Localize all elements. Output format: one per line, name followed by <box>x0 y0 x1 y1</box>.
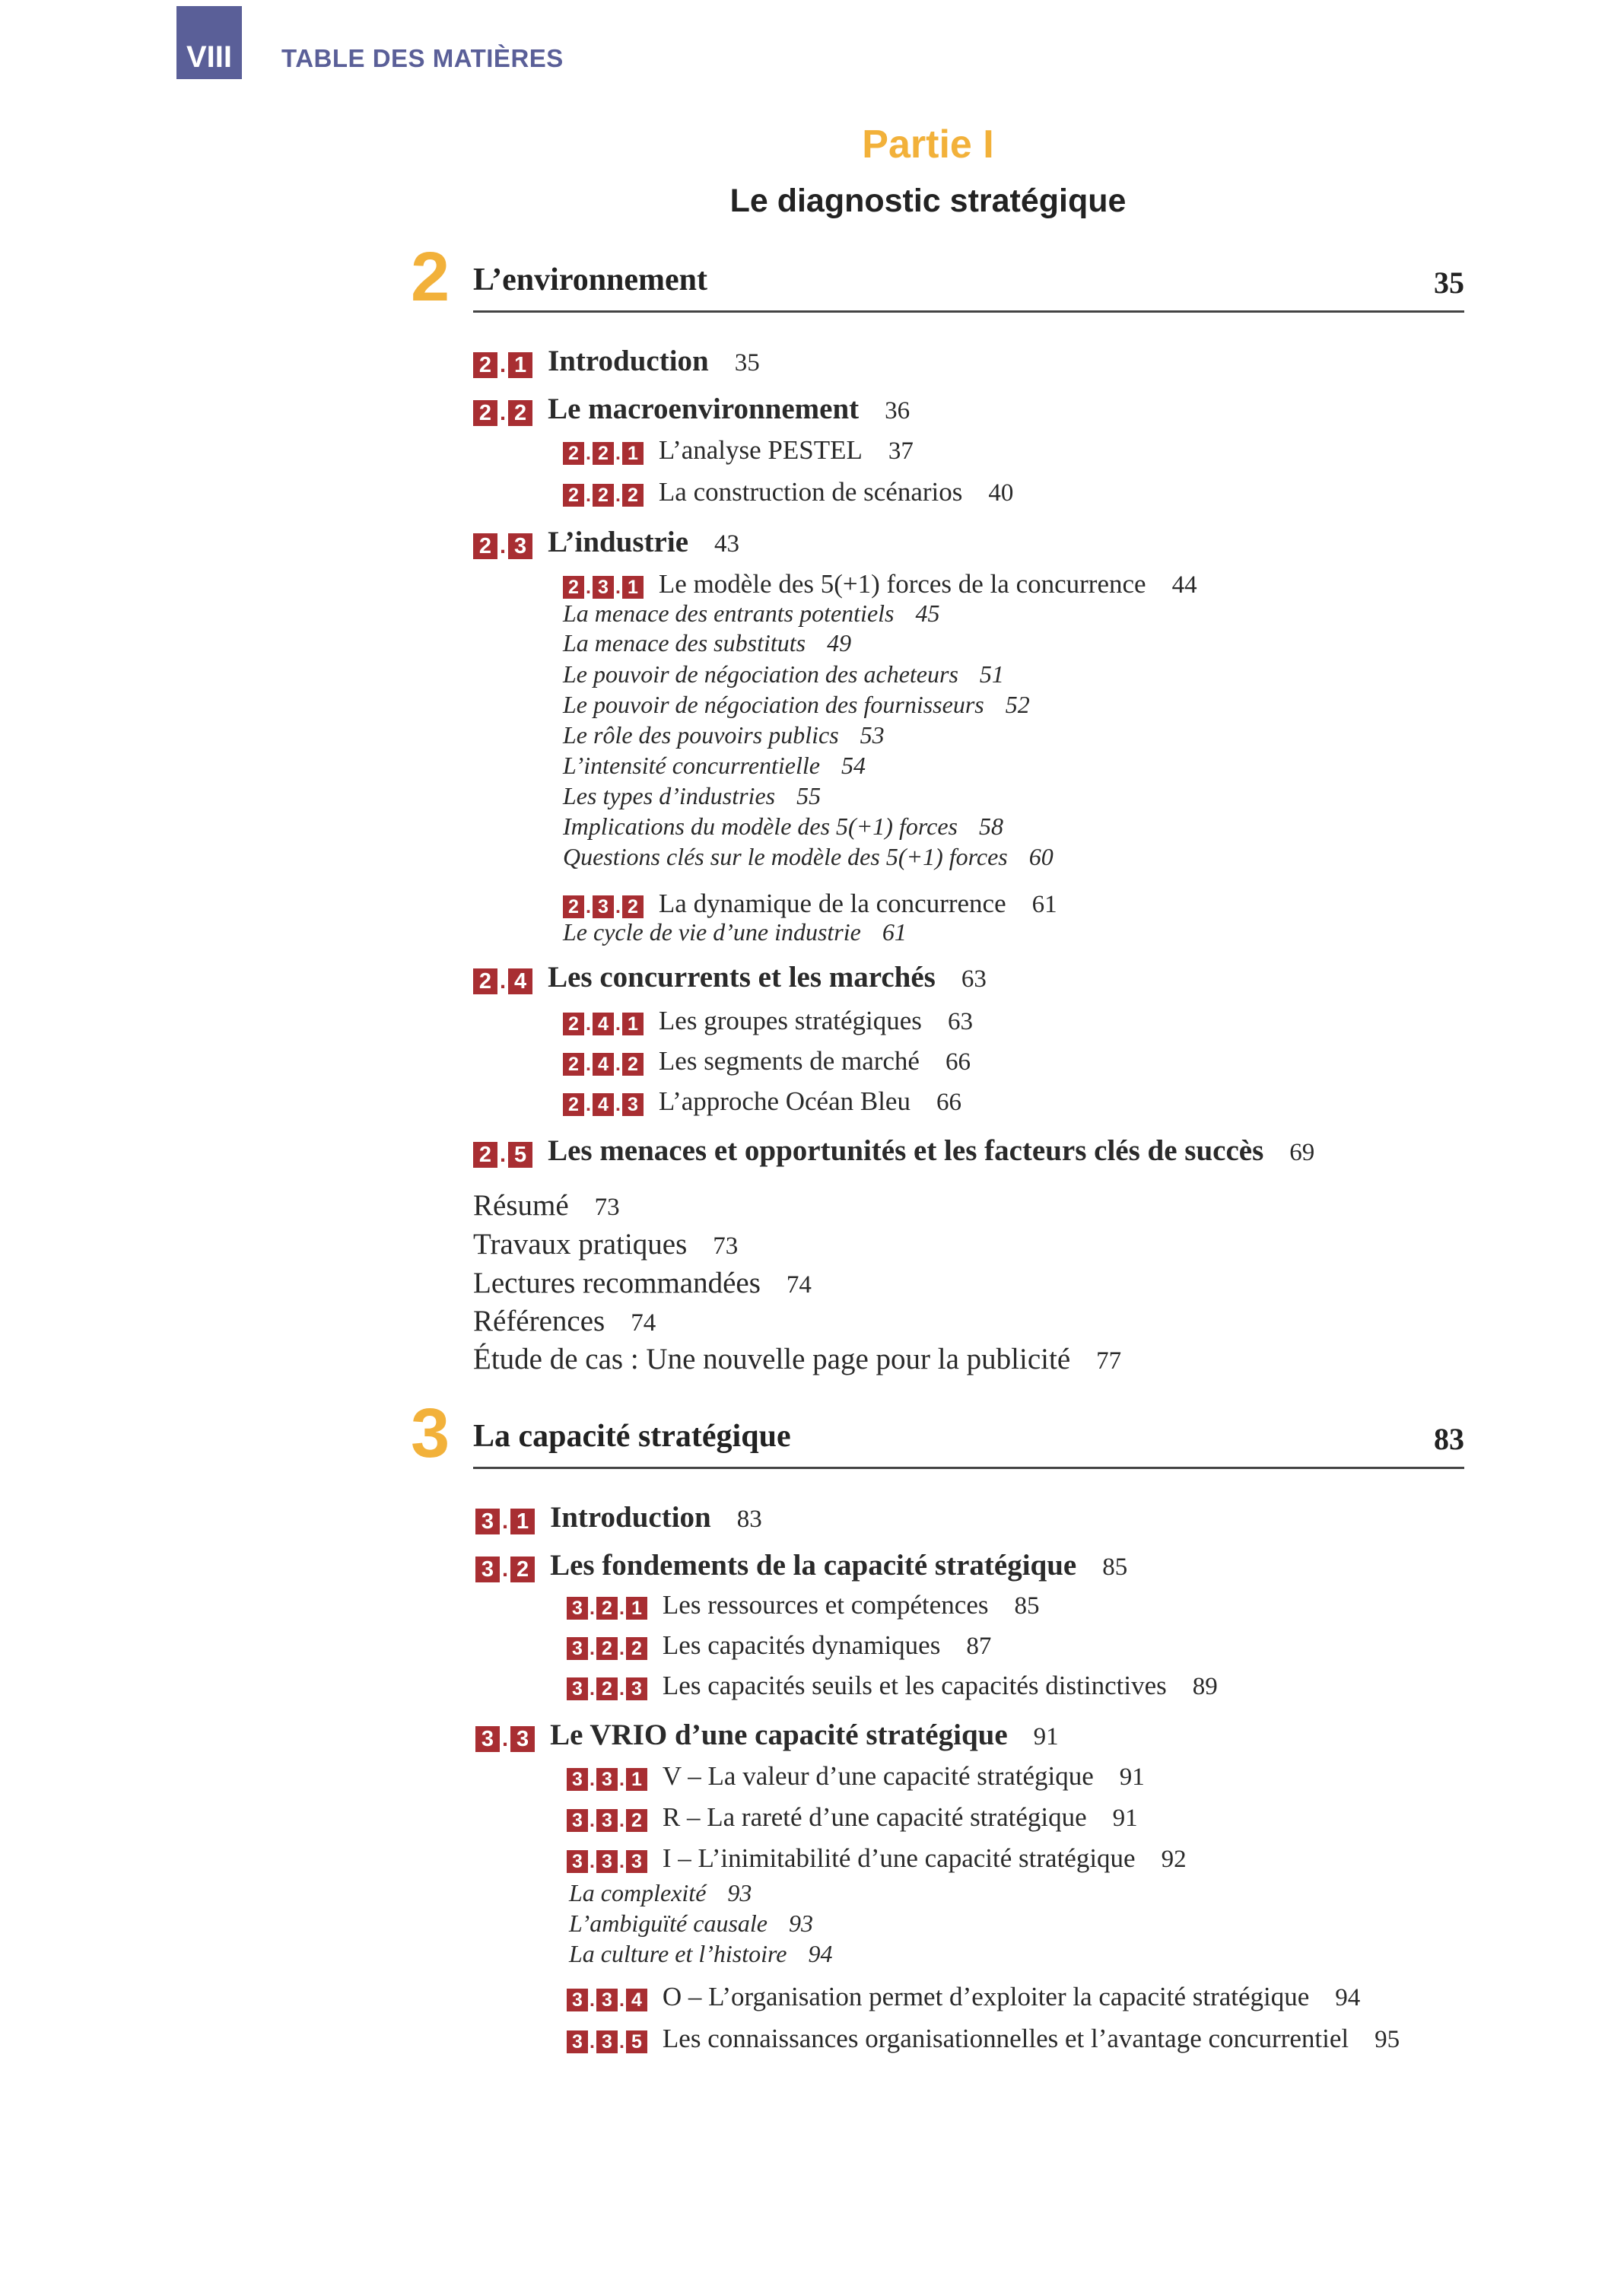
entry-title: Les menaces et opportunités et les facteurs clés de succès <box>548 1134 1264 1167</box>
section-number-dot: . <box>615 442 621 464</box>
toc-entry <box>563 599 939 628</box>
entry-page: 54 <box>841 752 866 779</box>
toc-back-matter-entry <box>473 1342 1121 1376</box>
toc-entry <box>567 2024 1400 2056</box>
toc-entry <box>563 889 1057 921</box>
entry-title: Le macroenvironnement <box>548 393 860 425</box>
toc-back-matter-entry <box>473 1266 812 1300</box>
entry-title: V – La valeur d’une capacité stratégique <box>662 1761 1094 1791</box>
toc-entry <box>563 569 1197 601</box>
section-number-badge: 2 <box>563 895 584 918</box>
toc-entry <box>567 1982 1360 2014</box>
toc-entry <box>569 1940 832 1968</box>
entry-title: R – La rareté d’une capacité stratégique <box>662 1802 1087 1832</box>
entry-title: La culture et l’histoire <box>569 1940 787 1967</box>
section-number-dot: . <box>586 895 591 917</box>
section-number-badge: 3 <box>593 576 614 599</box>
toc-entry <box>563 691 1030 719</box>
toc-entry <box>567 1802 1138 1834</box>
section-number-dot: . <box>618 1637 624 1659</box>
section-number-badge: 3 <box>567 1809 588 1832</box>
part-title: Le diagnostic stratégique <box>729 183 1127 219</box>
entry-title: O – L’organisation permet d’exploiter la capacité stratégique <box>662 1982 1310 2011</box>
section-number-dot: . <box>586 576 591 598</box>
entry-page: 74 <box>786 1271 812 1299</box>
section-number-badge: 1 <box>510 1509 535 1534</box>
section-number-badge: 5 <box>626 2030 647 2053</box>
section-number-badge: 3 <box>596 1768 618 1791</box>
section-number-dot: . <box>586 1013 591 1035</box>
running-header: TABLE DES MATIÈRES <box>281 44 564 72</box>
entry-page: 73 <box>594 1194 620 1221</box>
entry-page: 45 <box>915 599 940 627</box>
toc-entry <box>563 629 851 657</box>
section-number-badge: 1 <box>622 1013 644 1035</box>
chapter-title: L’environnement <box>473 262 708 297</box>
toc-entry <box>563 1086 961 1118</box>
entry-title: Les capacités dynamiques <box>662 1630 941 1660</box>
section-number-badge: 2 <box>563 576 584 599</box>
entry-page: 35 <box>734 349 760 377</box>
section-number-badge: 3 <box>567 1989 588 2011</box>
entry-page: 91 <box>1119 1763 1145 1791</box>
entry-title: Les connaissances organisationnelles et l’avantage concurrentiel <box>662 2024 1349 2053</box>
entry-page: 85 <box>1014 1592 1040 1620</box>
section-number-dot: . <box>615 1053 621 1075</box>
section-number-dot: . <box>590 1768 595 1790</box>
section-number-dot: . <box>586 442 591 464</box>
section-number-badge: 4 <box>593 1093 614 1116</box>
section-number-badge: 3 <box>596 2030 618 2053</box>
toc-entry <box>475 1718 1059 1754</box>
entry-title: Introduction <box>550 1501 711 1534</box>
section-number-badge: 2 <box>563 1053 584 1076</box>
section-number-dot: . <box>615 576 621 598</box>
section-number-badge: 2 <box>473 352 497 378</box>
section-number-dot: . <box>586 484 591 506</box>
section-number-dot: . <box>618 1809 624 1831</box>
toc-entry <box>473 392 910 428</box>
section-number-dot: . <box>590 1989 595 2011</box>
chapter-rule <box>473 1467 1464 1469</box>
toc-entry <box>563 843 1054 871</box>
entry-page: 63 <box>947 1008 973 1035</box>
section-number-badge: 1 <box>508 352 532 378</box>
toc-back-matter-entry <box>473 1188 620 1223</box>
entry-title: Implications du modèle des 5(+1) forces <box>563 812 958 840</box>
entry-page: 74 <box>631 1309 656 1337</box>
entry-title: Les capacités seuils et les capacités distinctives <box>662 1671 1167 1700</box>
entry-page: 61 <box>882 918 907 946</box>
entry-page: 85 <box>1102 1553 1128 1581</box>
entry-page: 77 <box>1096 1347 1122 1375</box>
part-label: Partie I <box>862 122 994 167</box>
section-number-badge: 2 <box>593 442 614 465</box>
toc-back-matter-entry <box>473 1304 656 1338</box>
entry-title: Le modèle des 5(+1) forces de la concurrence <box>658 569 1146 599</box>
entry-title: Les concurrents et les marchés <box>548 961 936 994</box>
section-number-badge: 2 <box>596 1637 618 1660</box>
entry-title: Les fondements de la capacité stratégique <box>550 1549 1077 1582</box>
toc-entry <box>563 752 866 780</box>
entry-page: 55 <box>796 782 822 809</box>
section-number-badge: 1 <box>626 1597 647 1620</box>
section-number-dot: . <box>618 2030 624 2053</box>
entry-title: Le VRIO d’une capacité stratégique <box>550 1719 1008 1751</box>
toc-entry <box>563 782 821 810</box>
section-number-badge: 3 <box>508 533 532 559</box>
section-number-badge: 3 <box>596 1850 618 1873</box>
section-number-dot: . <box>590 1850 595 1872</box>
section-number-badge: 2 <box>473 400 497 426</box>
section-number-badge: 3 <box>567 1597 588 1620</box>
toc-entry <box>563 477 1013 509</box>
section-number-badge: 3 <box>475 1557 500 1582</box>
section-number-badge: 2 <box>473 968 497 994</box>
chapter-page: 35 <box>1434 266 1464 300</box>
section-number-badge: 4 <box>626 1989 647 2011</box>
section-number-dot: . <box>586 1093 591 1115</box>
section-number-badge: 2 <box>473 1142 497 1168</box>
section-number-badge: 1 <box>622 442 644 465</box>
chapter-number: 2 <box>411 238 450 316</box>
section-number-badge: 2 <box>626 1637 647 1660</box>
entry-title: I – L’inimitabilité d’une capacité stratégique <box>662 1843 1136 1873</box>
entry-title: Les segments de marché <box>658 1046 920 1076</box>
toc-entry <box>563 918 907 946</box>
section-number-dot: . <box>618 1850 624 1872</box>
section-number-dot: . <box>500 533 507 558</box>
page-number-badge: VIII <box>176 6 242 79</box>
entry-title: L’approche Océan Bleu <box>658 1086 911 1116</box>
section-number-badge: 3 <box>626 1677 647 1700</box>
section-number-badge: 4 <box>593 1053 614 1076</box>
entry-page: 36 <box>885 397 911 425</box>
section-number-dot: . <box>500 968 507 994</box>
entry-page: 66 <box>945 1048 971 1076</box>
entry-title: Les groupes stratégiques <box>658 1006 922 1035</box>
entry-title: Introduction <box>548 345 709 377</box>
toc-entry <box>563 660 1004 688</box>
entry-title: La complexité <box>569 1879 707 1906</box>
toc-entry <box>475 1548 1127 1585</box>
entry-title: Lectures recommandées <box>473 1267 761 1299</box>
entry-page: 91 <box>1033 1723 1059 1751</box>
entry-title: Questions clés sur le modèle des 5(+1) forces <box>563 843 1008 870</box>
entry-page: 89 <box>1192 1673 1218 1700</box>
entry-page: 92 <box>1161 1846 1187 1873</box>
section-number-badge: 2 <box>508 400 532 426</box>
section-number-badge: 3 <box>510 1726 535 1752</box>
section-number-dot: . <box>618 1677 624 1700</box>
section-number-dot: . <box>500 1142 507 1167</box>
section-number-badge: 2 <box>622 1053 644 1076</box>
section-number-badge: 2 <box>593 484 614 507</box>
toc-entry <box>563 1046 971 1078</box>
section-number-dot: . <box>502 1557 509 1582</box>
section-number-badge: 1 <box>622 576 644 599</box>
entry-title: Les ressources et compétences <box>662 1590 989 1620</box>
section-number-badge: 2 <box>596 1677 618 1700</box>
toc-entry <box>567 1590 1039 1622</box>
section-number-dot: . <box>590 2030 595 2053</box>
section-number-badge: 2 <box>622 484 644 507</box>
section-number-badge: 2 <box>563 484 584 507</box>
chapter-title: La capacité stratégique <box>473 1419 791 1454</box>
entry-title: La dynamique de la concurrence <box>658 889 1006 918</box>
section-number-dot: . <box>618 1768 624 1790</box>
toc-entry <box>563 721 885 749</box>
entry-page: 93 <box>789 1910 813 1937</box>
entry-page: 51 <box>979 660 1004 688</box>
toc-entry <box>569 1879 752 1907</box>
entry-page: 44 <box>1171 571 1197 599</box>
entry-title: La menace des substituts <box>563 629 806 657</box>
entry-page: 73 <box>713 1232 739 1260</box>
entry-title: Les types d’industries <box>563 782 776 809</box>
entry-page: 94 <box>1335 1984 1361 2011</box>
entry-page: 91 <box>1112 1805 1138 1832</box>
section-number-badge: 4 <box>593 1013 614 1035</box>
section-number-badge: 2 <box>626 1809 647 1832</box>
section-number-badge: 2 <box>563 442 584 465</box>
toc-entry <box>567 1630 991 1662</box>
section-number-badge: 2 <box>510 1557 535 1582</box>
chapter-page: 83 <box>1434 1422 1464 1456</box>
entry-page: 60 <box>1028 843 1054 870</box>
section-number-badge: 3 <box>567 1768 588 1791</box>
section-number-badge: 3 <box>626 1850 647 1873</box>
section-number-dot: . <box>500 400 507 425</box>
toc-entry <box>567 1843 1187 1875</box>
section-number-badge: 2 <box>473 533 497 559</box>
chapter-rule <box>473 310 1464 313</box>
section-number-badge: 2 <box>563 1013 584 1035</box>
section-number-dot: . <box>502 1726 509 1751</box>
section-number-dot: . <box>586 1053 591 1075</box>
section-number-dot: . <box>615 1013 621 1035</box>
toc-entry <box>567 1761 1145 1793</box>
toc-entry <box>473 960 987 997</box>
section-number-badge: 3 <box>567 1637 588 1660</box>
entry-title: Le pouvoir de négociation des acheteurs <box>563 660 958 688</box>
entry-title: L’industrie <box>548 526 689 558</box>
entry-title: La construction de scénarios <box>658 477 963 507</box>
section-number-badge: 2 <box>622 895 644 918</box>
section-number-badge: 1 <box>626 1768 647 1791</box>
section-number-badge: 3 <box>596 1989 618 2011</box>
entry-page: 63 <box>961 965 987 993</box>
entry-page: 69 <box>1289 1139 1315 1166</box>
entry-page: 95 <box>1375 2026 1400 2053</box>
section-number-badge: 3 <box>475 1509 500 1534</box>
section-number-badge: 3 <box>567 1677 588 1700</box>
chapter-heading <box>411 238 1464 326</box>
entry-page: 58 <box>978 812 1003 840</box>
toc-entry <box>473 525 739 561</box>
section-number-badge: 5 <box>508 1142 532 1168</box>
entry-title: Travaux pratiques <box>473 1228 688 1261</box>
toc-entry <box>569 1910 813 1938</box>
entry-title: La menace des entrants potentiels <box>563 599 895 627</box>
section-number-badge: 2 <box>596 1597 618 1620</box>
toc-entry <box>563 812 1003 841</box>
section-number-badge: 2 <box>563 1093 584 1116</box>
section-number-dot: . <box>590 1677 595 1700</box>
section-number-dot: . <box>618 1597 624 1619</box>
section-number-badge: 3 <box>596 1809 618 1832</box>
section-number-badge: 3 <box>567 2030 588 2053</box>
section-number-badge: 3 <box>622 1093 644 1116</box>
section-number-dot: . <box>500 352 507 377</box>
toc-entry <box>473 344 760 380</box>
section-number-dot: . <box>615 895 621 917</box>
section-number-dot: . <box>502 1509 509 1534</box>
entry-page: 37 <box>888 437 914 465</box>
toc-entry <box>567 1671 1218 1703</box>
entry-page: 52 <box>1005 691 1030 718</box>
section-number-dot: . <box>615 484 621 506</box>
entry-page: 40 <box>988 479 1014 507</box>
section-number-dot: . <box>590 1809 595 1831</box>
toc-entry <box>473 1134 1314 1170</box>
entry-page: 53 <box>860 721 885 749</box>
toc-back-matter-entry <box>473 1227 738 1261</box>
entry-title: L’analyse PESTEL <box>658 435 863 465</box>
section-number-badge: 3 <box>475 1726 500 1752</box>
section-number-dot: . <box>590 1597 595 1619</box>
toc-entry <box>563 435 914 467</box>
section-number-dot: . <box>590 1637 595 1659</box>
entry-page: 83 <box>736 1506 762 1533</box>
entry-title: Le cycle de vie d’une industrie <box>563 918 861 946</box>
entry-page: 49 <box>827 629 852 657</box>
entry-page: 66 <box>936 1089 961 1116</box>
entry-page: 87 <box>966 1633 992 1660</box>
entry-title: Références <box>473 1305 605 1337</box>
section-number-badge: 3 <box>593 895 614 918</box>
section-number-badge: 3 <box>567 1850 588 1873</box>
section-number-dot: . <box>615 1093 621 1115</box>
chapter-number: 3 <box>411 1394 450 1472</box>
entry-title: L’ambiguïté causale <box>569 1910 768 1937</box>
section-number-badge: 4 <box>508 968 532 994</box>
toc-entry <box>563 1006 973 1038</box>
entry-page: 93 <box>727 1879 752 1906</box>
chapter-heading <box>411 1394 1464 1482</box>
entry-page: 61 <box>1031 891 1057 918</box>
entry-page: 94 <box>808 1940 833 1967</box>
entry-title: Étude de cas : Une nouvelle page pour la publicité <box>473 1343 1071 1375</box>
entry-title: L’intensité concurrentielle <box>563 752 820 779</box>
entry-title: Le rôle des pouvoirs publics <box>563 721 839 749</box>
entry-title: Le pouvoir de négociation des fournisseurs <box>563 691 984 718</box>
toc-entry <box>475 1500 762 1537</box>
entry-page: 43 <box>714 530 740 558</box>
section-number-dot: . <box>618 1989 624 2011</box>
entry-title: Résumé <box>473 1189 569 1222</box>
